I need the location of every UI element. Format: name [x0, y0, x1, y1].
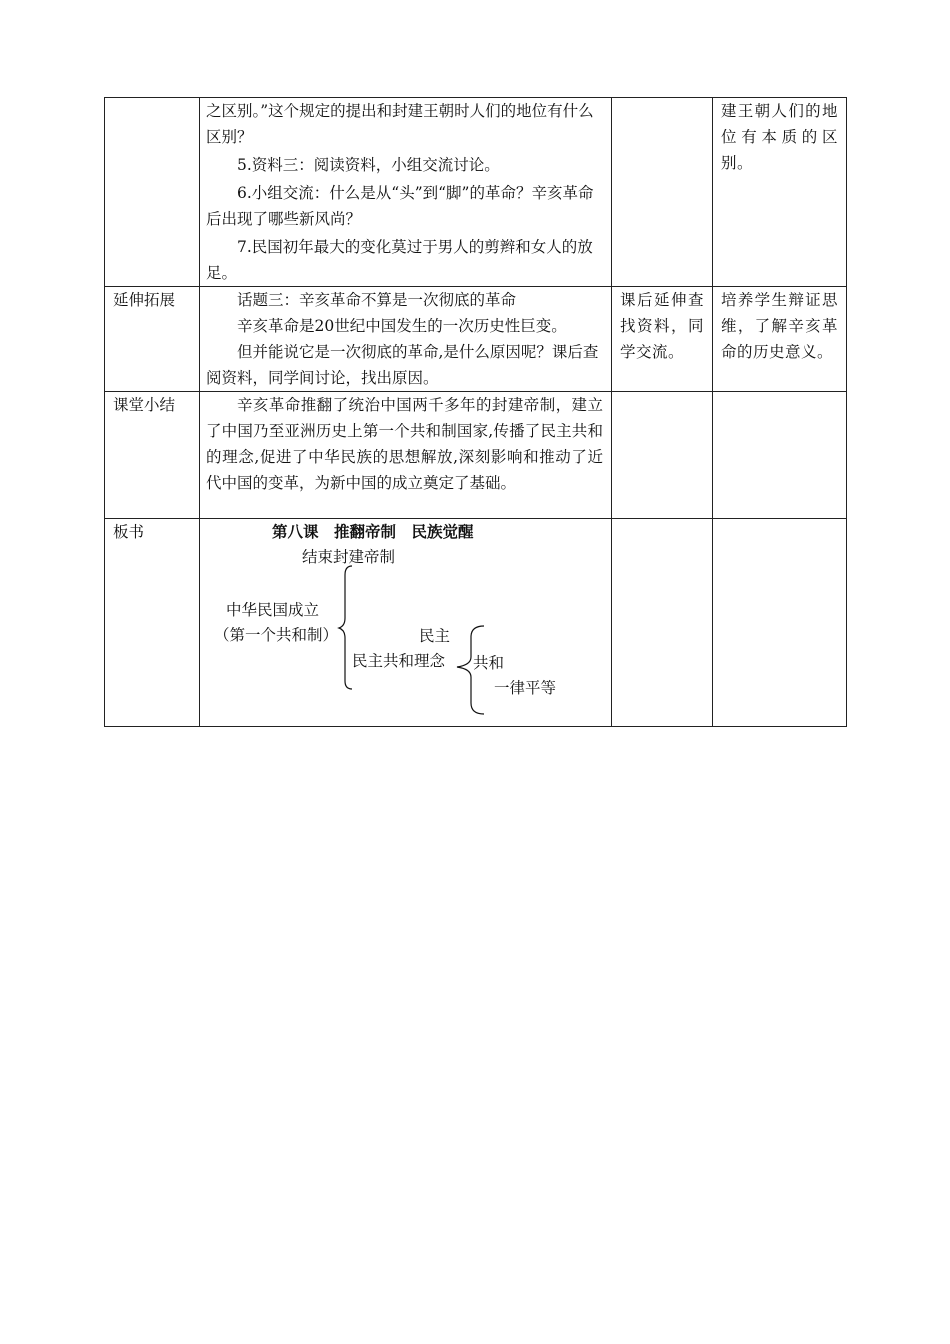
content-paragraph: 辛亥革命是20世纪中国发生的一次历史性巨变。 [237, 317, 567, 335]
board-item: 结束封建帝制 [302, 548, 396, 566]
left-curly-brace [339, 566, 352, 689]
row-content [200, 98, 612, 287]
content-paragraph: 话题三：辛亥革命不算是一次彻底的革命 [237, 291, 517, 309]
board-subitem: 一律平等 [494, 679, 557, 697]
table-row [105, 392, 847, 519]
table-row [105, 287, 847, 392]
row-intent: 培养学生辩证思维，了解辛亥革命的历史意义。 [713, 287, 847, 392]
table-row [105, 98, 847, 287]
row-content [200, 392, 612, 519]
content-paragraph: 6.小组交流：什么是从“头”到“脚”的革命？辛亥革命后出现了哪些新风尚？ [206, 184, 594, 228]
content-paragraph: 辛亥革命推翻了统治中国两千多年的封建帝制，建立了中国乃至亚洲历史上第一个共和制国家,传播了民主共和的理念,促进了中华民族的思想解放,深刻影响和推动了近代中国的变革，为新中国的成立奠定了基础。 [206, 396, 603, 492]
board-item: 民主共和理念 [352, 652, 446, 670]
row-activity [612, 392, 713, 519]
row-label: 板书 [105, 519, 200, 727]
row-activity [612, 98, 713, 287]
row-activity [612, 519, 713, 727]
blackboard-plan [200, 519, 612, 727]
row-label [105, 98, 200, 287]
row-activity: 课后延伸查找资料，同学交流。 [612, 287, 713, 392]
board-item: 中华民国成立 [226, 601, 320, 619]
row-label: 延伸拓展 [105, 287, 200, 392]
content-paragraph: 但并能说它是一次彻底的革命,是什么原因呢？课后查阅资料，同学间讨论，找出原因。 [206, 343, 599, 387]
brace-lines [200, 519, 612, 726]
content-paragraph: 之区别。”这个规定的提出和封建王朝时人们的地位有什么区别？ [206, 102, 594, 146]
table-row [105, 519, 847, 727]
row-intent [713, 392, 847, 519]
lesson-plan-table [104, 97, 847, 727]
board-item: （第一个共和制） [214, 626, 339, 644]
content-paragraph: 5.资料三：阅读资料，小组交流讨论。 [237, 156, 500, 174]
board-subitem: 民主 [419, 627, 451, 645]
row-content [200, 287, 612, 392]
row-intent [713, 519, 847, 727]
row-intent: 建王朝人们的地位有本质的区别。 [713, 98, 847, 287]
content-paragraph: 7.民国初年最大的变化莫过于男人的剪辫和女人的放足。 [206, 238, 593, 282]
row-label: 课堂小结 [105, 392, 200, 519]
board-subitem: 共和 [473, 654, 505, 672]
board-title: 第八课 推翻帝制 民族觉醒 [272, 522, 474, 541]
blackboard-diagram [200, 519, 611, 726]
right-curly-brace [457, 626, 484, 714]
